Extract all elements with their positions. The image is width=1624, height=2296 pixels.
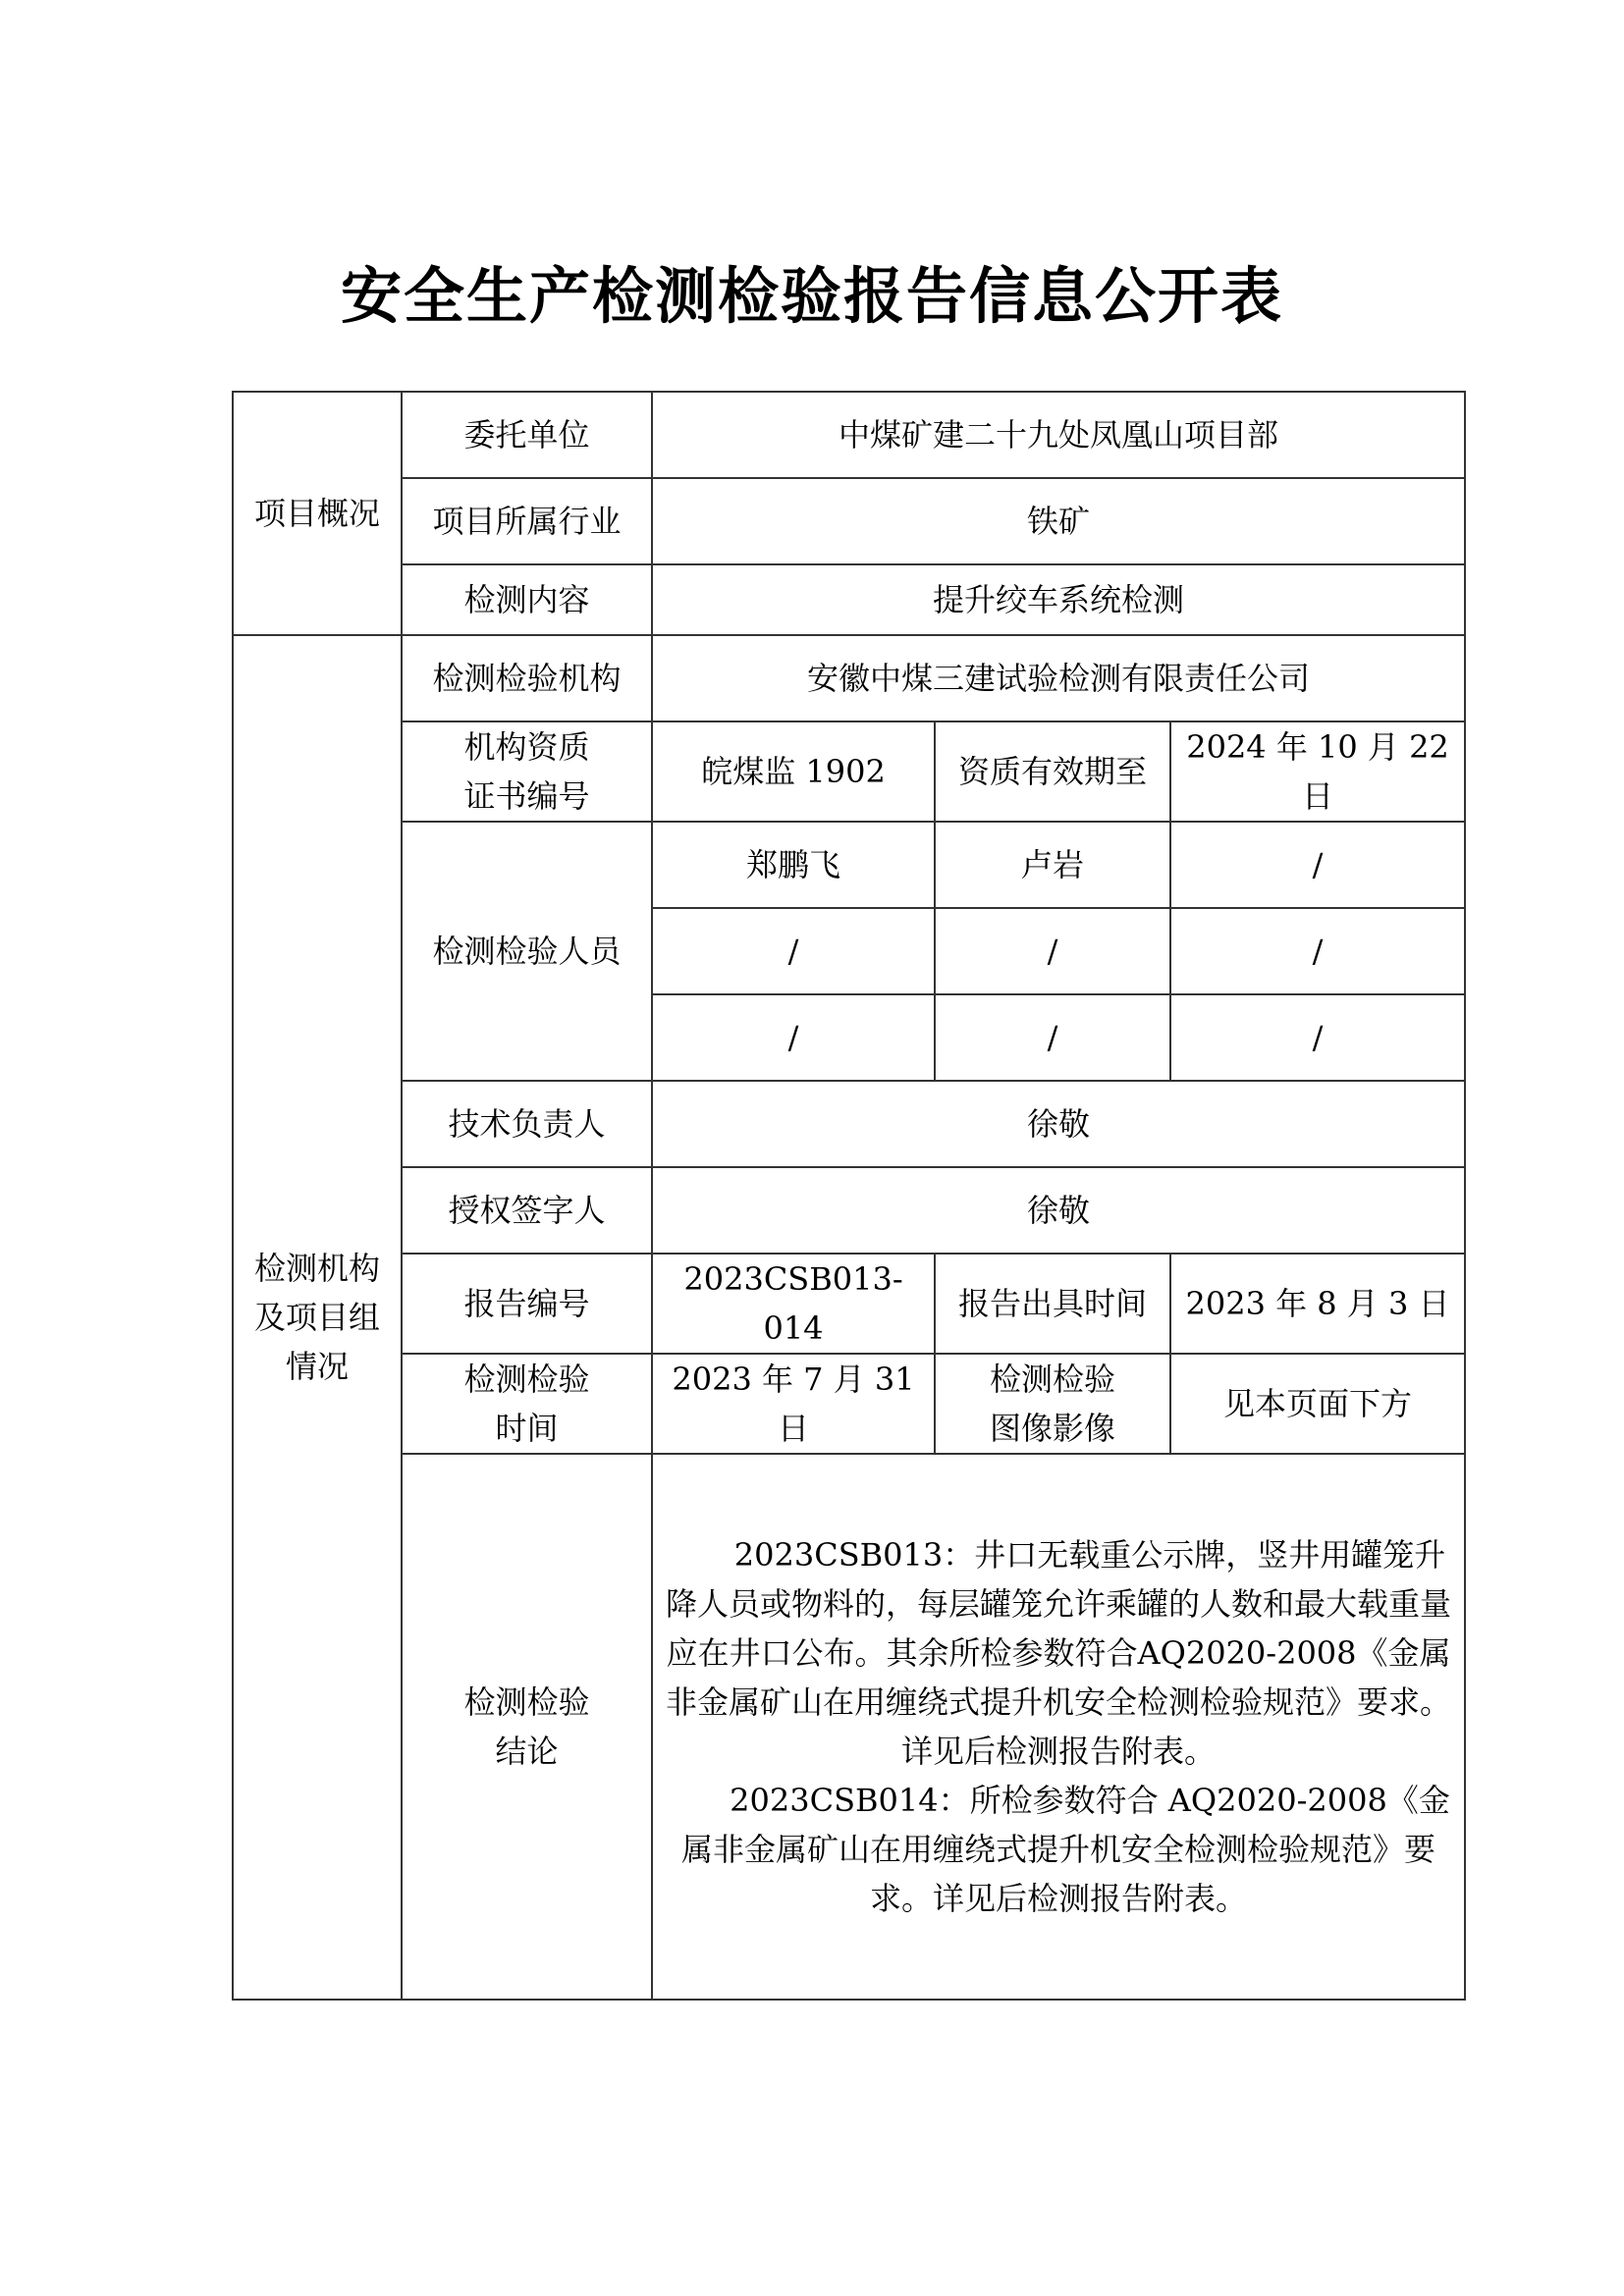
content-label: 检测内容	[402, 564, 652, 635]
signatory-row	[233, 1167, 1465, 1254]
industry-label: 项目所属行业	[402, 478, 652, 564]
personnel-cell: /	[935, 908, 1170, 994]
issue-date-value: 2023 年 8 月 3 日	[1170, 1254, 1465, 1354]
personnel-cell: /	[652, 908, 935, 994]
client-value: 中煤矿建二十九处凤凰山项目部	[652, 392, 1465, 478]
org-value: 安徽中煤三建试验检测有限责任公司	[652, 635, 1465, 721]
inspect-time-row	[233, 1354, 1465, 1454]
content-value: 提升绞车系统检测	[652, 564, 1465, 635]
personnel-cell: 卢岩	[935, 822, 1170, 908]
report-table	[232, 391, 1466, 2001]
personnel-cell: /	[1170, 994, 1465, 1081]
image-label	[935, 1354, 1170, 1454]
conclusion-text	[652, 1454, 1465, 2000]
cert-row	[233, 721, 1465, 822]
org-row	[233, 635, 1465, 721]
industry-row	[233, 478, 1465, 564]
personnel-cell: /	[935, 994, 1170, 1081]
cert-number: 皖煤监 1902	[652, 721, 935, 822]
tech-lead-row	[233, 1081, 1465, 1167]
page-title: 安全生产检测检验报告信息公开表	[340, 260, 1283, 332]
report-no-row	[233, 1254, 1465, 1354]
project-overview-label: 项目概况	[233, 392, 402, 635]
signatory-value: 徐敬	[652, 1167, 1465, 1254]
conclusion-paragraph: 2023CSB014：所检参数符合 AQ2020-2008《金属非金属矿山在用缠绕式提升机安全检测检验规范》要求。详见后检测报告附表。	[681, 1782, 1450, 1917]
inspect-time-label	[402, 1354, 652, 1454]
personnel-cell: /	[1170, 822, 1465, 908]
cert-label-line: 证书编号	[463, 777, 590, 815]
personnel-label: 检测检验人员	[402, 822, 652, 1081]
conclusion-paragraph: 2023CSB013：井口无载重公示牌，竖井用罐笼升降人员或物料的，每层罐笼允许乘罐的人数和最大载重量应在井口公布。其余所检参数符合AQ2020-2008《金属非金属矿山在用缠绕式提升机安全检测检验规范》要求。详见后检测报告附表。	[666, 1536, 1452, 1770]
content-row	[233, 564, 1465, 635]
personnel-cell: /	[652, 994, 935, 1081]
inspect-time-label-line: 检测检验	[463, 1361, 590, 1398]
conclusion-label-line: 结论	[495, 1733, 559, 1770]
report-no-value: 2023CSB013-014	[652, 1254, 935, 1354]
personnel-cell: /	[1170, 908, 1465, 994]
cert-valid-label: 资质有效期至	[935, 721, 1170, 822]
report-no-label: 报告编号	[402, 1254, 652, 1354]
industry-value: 铁矿	[652, 478, 1465, 564]
conclusion-label	[402, 1454, 652, 2000]
client-label: 委托单位	[402, 392, 652, 478]
tech-lead-value: 徐敬	[652, 1081, 1465, 1167]
personnel-row	[233, 822, 1465, 908]
image-value: 见本页面下方	[1170, 1354, 1465, 1454]
org-section-label-line: 及项目组	[253, 1299, 380, 1336]
image-label-line: 检测检验	[989, 1361, 1115, 1398]
cert-label-line: 机构资质	[463, 728, 590, 766]
org-section-label	[233, 635, 402, 2000]
image-label-line: 图像影像	[989, 1410, 1115, 1447]
conclusion-row	[233, 1454, 1465, 2000]
signatory-label: 授权签字人	[402, 1167, 652, 1254]
org-section-label-line: 情况	[285, 1348, 349, 1385]
cert-label	[402, 721, 652, 822]
org-label: 检测检验机构	[402, 635, 652, 721]
client-row	[233, 392, 1465, 478]
inspect-time-value: 2023 年 7 月 31 日	[652, 1354, 935, 1454]
inspect-time-label-line: 时间	[495, 1410, 559, 1447]
org-section-label-line: 检测机构	[253, 1250, 380, 1287]
issue-date-label: 报告出具时间	[935, 1254, 1170, 1354]
personnel-cell: 郑鹏飞	[652, 822, 935, 908]
tech-lead-label: 技术负责人	[402, 1081, 652, 1167]
cert-valid-value: 2024 年 10 月 22 日	[1170, 721, 1465, 822]
conclusion-label-line: 检测检验	[463, 1683, 590, 1721]
